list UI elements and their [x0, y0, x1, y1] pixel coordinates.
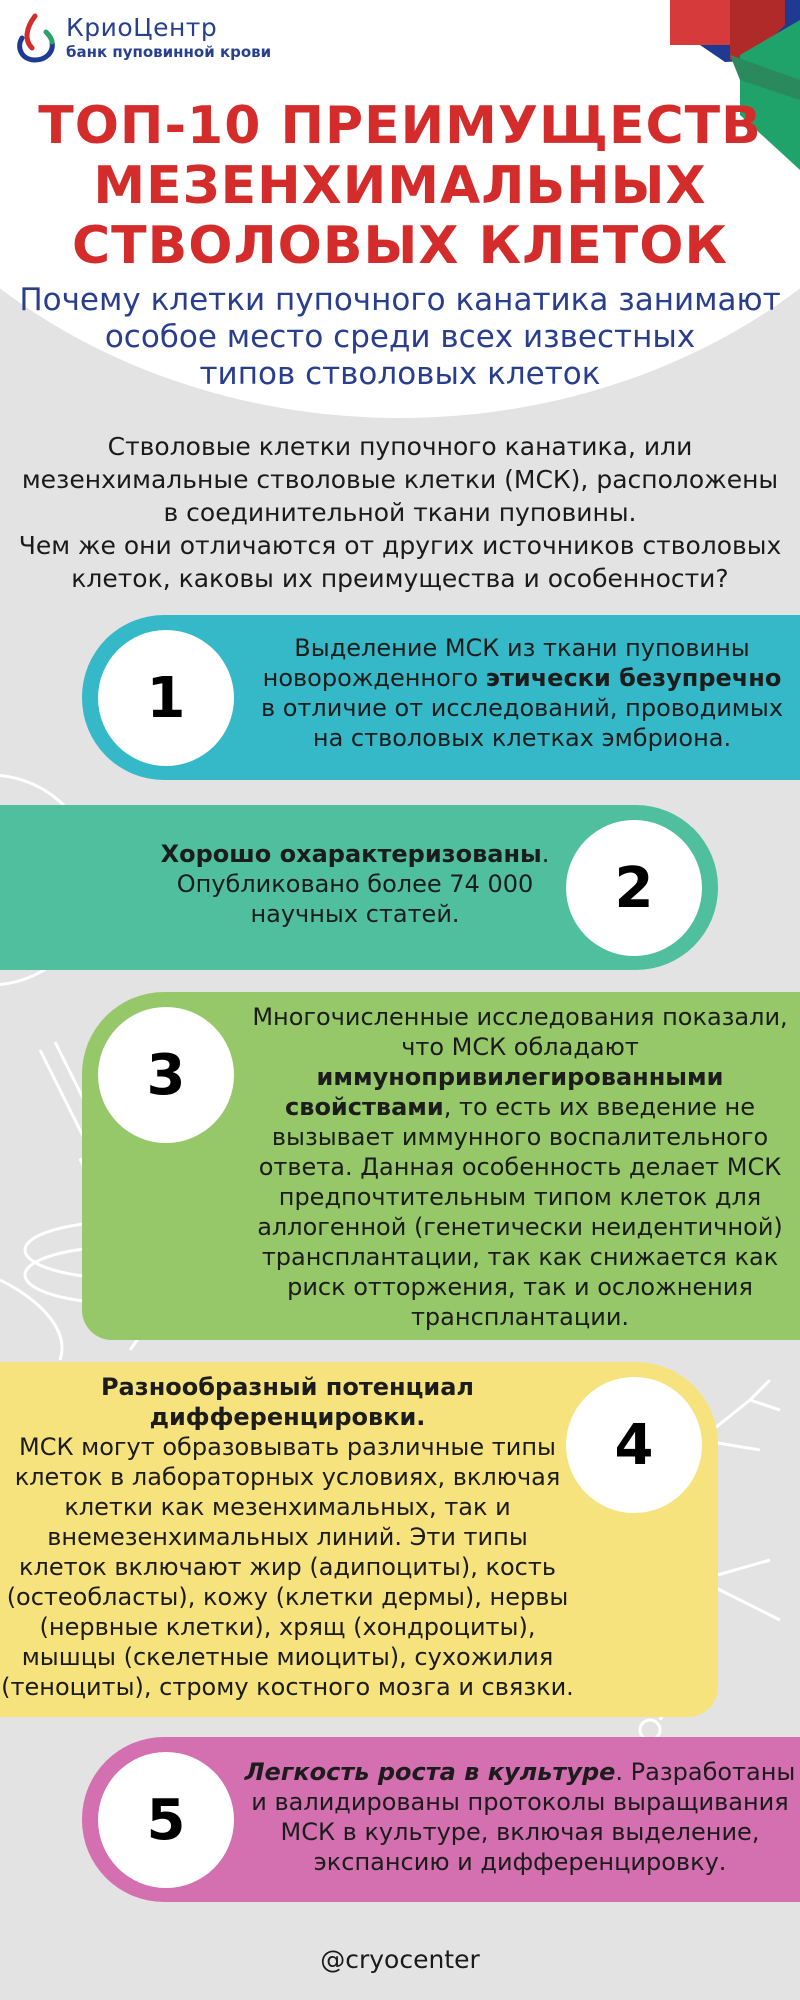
benefit-number-badge: 4 — [566, 1377, 702, 1513]
benefit-number-badge: 3 — [98, 1007, 234, 1143]
brand-name: КриоЦентр — [66, 13, 218, 42]
benefit-text: Многочисленные исследования показали, что МСК обладают иммунопривилегированными свойствами, то есть их введение не вызывает иммунного воспалительного ответа. Данная особенность делает МСК предпочтительным типом клеток для аллогенной (генетически неидентичной) трансплантации, так как снижается как риск отторжения, так и осложнения трансплантации. — [252, 1003, 788, 1331]
intro-line: клеток, каковы их преимущества и особенности? — [71, 564, 729, 593]
brand-logo — [12, 12, 271, 64]
subtitle-line-2: особое место среди всех известных — [104, 319, 696, 355]
intro-line: мезенхимальные стволовые клетки (МСК), расположены — [21, 465, 779, 494]
benefit-text: Выделение МСК из ткани пуповины новорожденного этически безупречно в отличие от исследований, проводимых на стволовых клетках эмбриона. — [260, 634, 784, 752]
subtitle-line-3: типов стволовых клеток — [199, 356, 601, 392]
intro-line: Чем же они отличаются от других источников стволовых — [18, 531, 782, 560]
benefit-number-badge: 1 — [98, 630, 234, 766]
benefit-number-badge: 5 — [98, 1752, 234, 1888]
intro-line: Стволовые клетки пупочного канатика, или — [107, 432, 693, 461]
benefit-card-3 — [82, 992, 800, 1340]
page-title — [0, 96, 800, 276]
subtitle-line-1: Почему клетки пупочного канатика занимают — [19, 282, 781, 318]
benefit-card-2 — [0, 805, 718, 970]
logo-icon — [12, 12, 58, 64]
title-line-2: МЕЗЕНХИМАЛЬНЫХ — [93, 156, 707, 216]
benefit-text: Хорошо охарактеризованы. Опубликовано более 74 000 научных статей. — [160, 840, 550, 928]
benefit-card-1 — [82, 615, 800, 780]
brand-tagline: банк пуповинной крови — [66, 43, 272, 61]
page-subtitle — [0, 282, 800, 393]
title-line-3: СТВОЛОВЫХ КЛЕТОК — [72, 216, 728, 276]
social-handle: @cryocenter — [320, 1945, 480, 1974]
benefit-card-5 — [82, 1737, 800, 1902]
benefit-number-badge: 2 — [566, 820, 702, 956]
benefit-text: Разнообразный потенциал дифференцировки. МСК могут образовывать различные типы клеток в лабораторных условиях, включая клетки как мезенхимальных, так и внемезенхимальных линий. Эти типы клеток включают жир (адипоциты), кость (остеобласты), кожу (клетки дермы), нервы (нервные клетки), хрящ (хондроциты), мышцы (скелетные миоциты), сухожилия (теноциты), строму костного мозга и связки. — [1, 1373, 574, 1701]
benefit-card-4 — [0, 1362, 718, 1717]
intro-paragraph — [0, 430, 800, 595]
title-line-1: ТОП-10 ПРЕИМУЩЕСТВ — [38, 96, 762, 156]
intro-line: в соединительной ткани пуповины. — [163, 498, 637, 527]
benefit-text: Легкость роста в культуре. Разработаны и валидированы протоколы выращивания МСК в культуре, включая выделение, экспансию и дифференцировку. — [244, 1758, 796, 1876]
